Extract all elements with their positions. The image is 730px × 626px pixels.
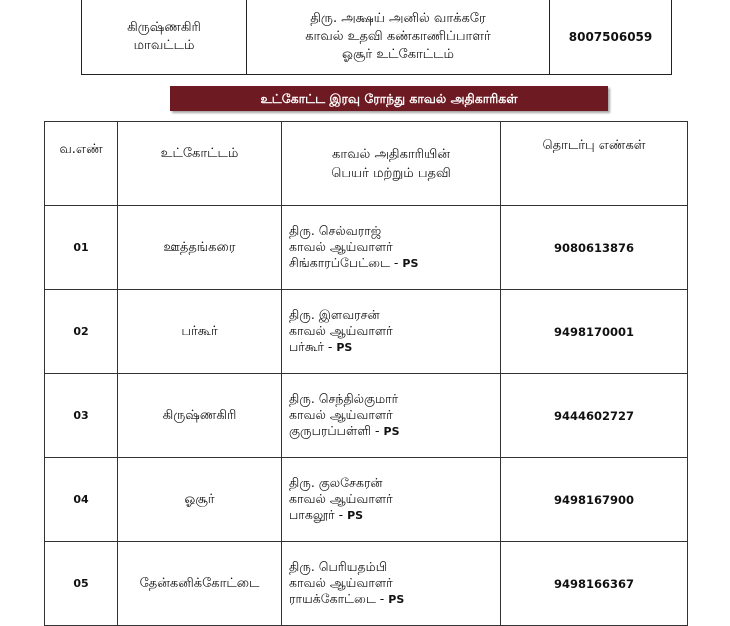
row-division: ஓசூர் bbox=[118, 458, 282, 542]
officer-rank: காவல் ஆய்வாளர் bbox=[289, 407, 393, 422]
column-header-officer-line2: பெயர் மற்றும் பதவி bbox=[331, 165, 451, 181]
district-officer-table bbox=[81, 0, 672, 75]
row-phone: 9498166367 bbox=[501, 542, 688, 626]
row-officer bbox=[282, 458, 501, 542]
station-name: பர்கூர் - bbox=[289, 339, 337, 354]
row-serial: 04 bbox=[45, 458, 118, 542]
table-row bbox=[45, 206, 688, 290]
officer-name: திரு. செல்வராஜ் bbox=[289, 223, 382, 238]
row-officer bbox=[282, 290, 501, 374]
row-serial: 05 bbox=[45, 542, 118, 626]
ps-abbrev: PS bbox=[402, 257, 419, 270]
table-row bbox=[82, 0, 672, 75]
officer-name: திரு. இளவரசன் bbox=[289, 307, 380, 322]
table-row bbox=[45, 542, 688, 626]
row-serial: 02 bbox=[45, 290, 118, 374]
officer-rank: காவல் ஆய்வாளர் bbox=[289, 491, 393, 506]
row-division: தேன்கனிக்கோட்டை bbox=[118, 542, 282, 626]
asp-division: ஓசூர் உட்கோட்டம் bbox=[342, 46, 454, 62]
row-phone: 9498170001 bbox=[501, 290, 688, 374]
district-cell bbox=[82, 0, 247, 75]
row-serial: 01 bbox=[45, 206, 118, 290]
table-row bbox=[45, 374, 688, 458]
column-header-officer-line1: காவல் அதிகாரியின் bbox=[332, 146, 450, 162]
row-division: கிருஷ்ணகிரி bbox=[118, 374, 282, 458]
table-row bbox=[45, 290, 688, 374]
row-phone: 9498167900 bbox=[501, 458, 688, 542]
officer-name: திரு. செந்தில்குமார் bbox=[289, 391, 399, 406]
row-officer bbox=[282, 374, 501, 458]
asp-name: திரு. அக்ஷய் அனில் வாக்கரே bbox=[310, 10, 486, 26]
row-officer bbox=[282, 206, 501, 290]
row-division: பர்கூர் bbox=[118, 290, 282, 374]
row-phone: 9444602727 bbox=[501, 374, 688, 458]
officer-station bbox=[289, 339, 499, 356]
officer-rank: காவல் ஆய்வாளர் bbox=[289, 239, 393, 254]
station-name: ராயக்கோட்டை - bbox=[289, 591, 389, 606]
ps-abbrev: PS bbox=[347, 509, 364, 522]
asp-cell bbox=[247, 0, 550, 75]
station-name: குருபரப்பள்ளி - bbox=[289, 423, 384, 438]
asp-phone: 8007506059 bbox=[550, 0, 672, 75]
asp-rank: காவல் உதவி கண்காணிப்பாளர் bbox=[305, 28, 491, 44]
ps-abbrev: PS bbox=[383, 425, 400, 438]
officer-name: திரு. குலசேகரன் bbox=[289, 475, 383, 490]
officer-rank: காவல் ஆய்வாளர் bbox=[289, 323, 393, 338]
column-header-sn: வ.எண் bbox=[45, 122, 118, 206]
officer-station bbox=[289, 255, 499, 272]
row-officer bbox=[282, 542, 501, 626]
district-label: மாவட்டம் bbox=[133, 37, 195, 53]
ps-abbrev: PS bbox=[336, 341, 353, 354]
row-phone: 9080613876 bbox=[501, 206, 688, 290]
station-name: சிங்காரப்பேட்டை - bbox=[289, 255, 403, 270]
row-division: ஊத்தங்கரை bbox=[118, 206, 282, 290]
ps-abbrev: PS bbox=[388, 593, 405, 606]
column-header-division: உட்கோட்டம் bbox=[118, 122, 282, 206]
column-header-phone: தொடர்பு எண்கள் bbox=[501, 122, 688, 206]
station-name: பாகலூர் - bbox=[289, 507, 348, 522]
officer-rank: காவல் ஆய்வாளர் bbox=[289, 575, 393, 590]
officer-name: திரு. பெரியதம்பி bbox=[289, 559, 388, 574]
table-header-row bbox=[45, 122, 688, 206]
row-serial: 03 bbox=[45, 374, 118, 458]
officer-station bbox=[289, 591, 499, 608]
table-row bbox=[45, 458, 688, 542]
column-header-officer bbox=[282, 122, 501, 206]
section-banner: உட்கோட்ட இரவு ரோந்து காவல் அதிகாரிகள் bbox=[170, 86, 608, 111]
officer-station bbox=[289, 423, 499, 440]
district-name: கிருஷ்ணகிரி bbox=[127, 19, 201, 35]
officer-station bbox=[289, 507, 499, 524]
night-patrol-table bbox=[44, 121, 688, 626]
